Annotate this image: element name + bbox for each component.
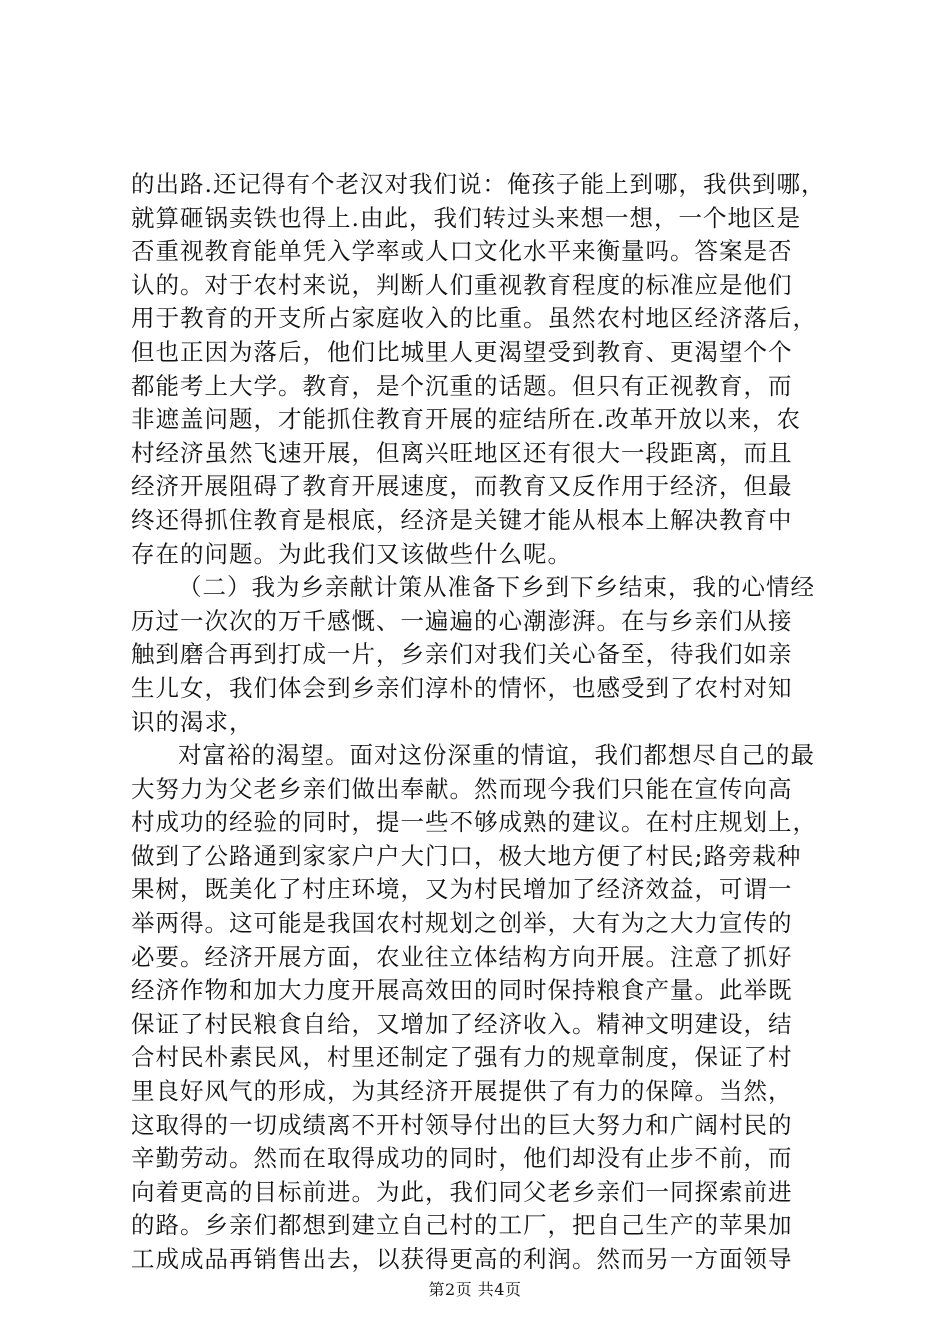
text-line: 里良好风气的形成，为其经济开展提供了有力的保障。当然， xyxy=(131,1077,793,1106)
text-line: 辛勤劳动。然而在取得成功的同时，他们却没有止步不前，而 xyxy=(131,1144,793,1173)
text-line: 就算砸锅卖铁也得上.由此，我们转过头来想一想，一个地区是 xyxy=(131,203,801,232)
body-text xyxy=(131,168,831,1277)
text-line: 用于教育的开支所占家庭收入的比重。虽然农村地区经济落后， xyxy=(131,304,817,333)
text-line: 举两得。这可能是我国农村规划之创举，大有为之大力宣传的 xyxy=(131,909,793,938)
text-line: （二）我为乡亲献计策从准备下乡到下乡结束，我的心情经 xyxy=(178,573,815,602)
text-line: 触到磨合再到打成一片，乡亲们对我们关心备至，待我们如亲 xyxy=(131,640,793,669)
text-line: 合村民朴素民风，村里还制定了强有力的规章制度，保证了村 xyxy=(131,1043,793,1072)
text-line: 这取得的一切成绩离不开村领导付出的巨大努力和广阔村民的 xyxy=(131,1110,793,1139)
text-line: 识的渴求， xyxy=(131,707,254,736)
text-line: 终还得抓住教育是根底，经济是关键才能从根本上解决教育中 xyxy=(131,505,793,534)
text-line: 都能考上大学。教育，是个沉重的话题。但只有正视教育，而 xyxy=(131,371,793,400)
text-line: 存在的问题。为此我们又该做些什么呢。 xyxy=(131,539,572,568)
text-line: 向着更高的目标前进。为此，我们同父老乡亲们一同探索前进 xyxy=(131,1177,793,1206)
text-line: 工成成品再销售出去，以获得更高的利润。然而另一方面领导 xyxy=(131,1245,793,1273)
text-line: 村经济虽然飞速开展，但离兴旺地区还有很大一段距离，而且 xyxy=(131,438,793,467)
text-line: 非遮盖问题，才能抓住教育开展的症结所在.改革开放以来，农 xyxy=(131,405,801,434)
text-line: 认的。对于农村来说，判断人们重视教育程度的标准应是他们 xyxy=(131,270,793,299)
text-line: 历过一次次的万千感慨、一遍遍的心潮澎湃。在与乡亲们从接 xyxy=(131,606,793,635)
text-line: 经济开展阻碍了教育开展速度，而教育又反作用于经济，但最 xyxy=(131,472,793,501)
text-line: 生儿女，我们体会到乡亲们淳朴的情怀，也感受到了农村对知 xyxy=(131,673,793,702)
page-footer: 第2页 共4页 xyxy=(428,1280,522,1299)
text-line: 经济作物和加大力度开展高效田的同时保持粮食产量。此举既 xyxy=(131,976,793,1005)
text-line: 果树，既美化了村庄环境，又为村民增加了经济效益，可谓一 xyxy=(131,875,793,904)
text-line: 保证了村民粮食自给，又增加了经济收入。精神文明建设，结 xyxy=(131,1009,793,1038)
text-line: 但也正因为落后，他们比城里人更渴望受到教育、更渴望个个 xyxy=(131,337,793,366)
text-line: 对富裕的渴望。面对这份深重的情谊，我们都想尽自己的最 xyxy=(178,741,815,770)
text-line: 做到了公路通到家家户户大门口，极大地方便了村民;路旁栽种 xyxy=(131,841,802,870)
text-line: 必要。经济开展方面，农业往立体结构方向开展。注意了抓好 xyxy=(131,942,793,971)
text-line: 否重视教育能单凭入学率或人口文化水平来衡量吗。答案是否 xyxy=(131,237,793,266)
text-line: 大努力为父老乡亲们做出奉献。然而现今我们只能在宣传向高 xyxy=(131,774,793,803)
text-line: 村成功的经验的同时，提一些不够成熟的建议。在村庄规划上， xyxy=(131,808,817,837)
text-line: 的路。乡亲们都想到建立自己村的工厂，把自己生产的苹果加 xyxy=(131,1211,793,1240)
text-line: 的出路.还记得有个老汉对我们说：俺孩子能上到哪，我供到哪， xyxy=(131,170,826,198)
